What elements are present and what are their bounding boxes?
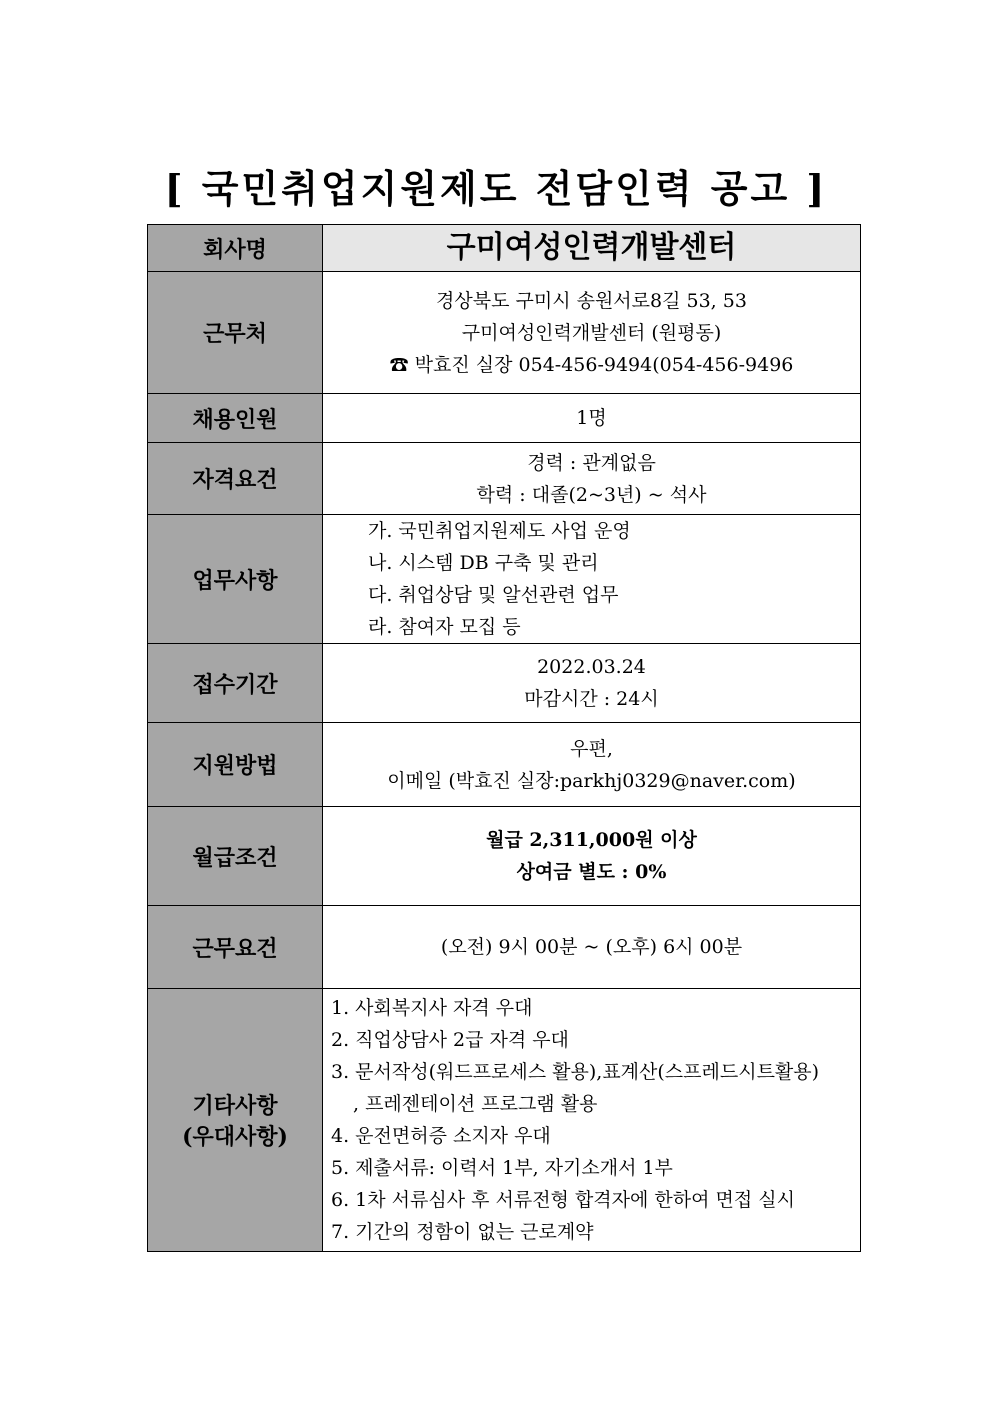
etc-item: 7. 기간의 정함이 없는 근로계약 xyxy=(331,1221,594,1243)
row-method xyxy=(148,723,861,807)
duty-item: 다. 취업상담 및 알선관련 업무 xyxy=(368,584,619,606)
duty-item: 나. 시스템 DB 구축 및 관리 xyxy=(368,552,599,574)
label-method: 지원방법 xyxy=(148,723,323,807)
row-etc xyxy=(148,989,861,1252)
qualification-career: 경력 : 관계없음 xyxy=(527,451,656,474)
value-company: 구미여성인력개발센터 xyxy=(323,225,861,272)
label-workplace: 근무처 xyxy=(148,272,323,394)
workplace-contact: ☎ 박효진 실장 054-456-9494(054-456-9496 xyxy=(389,353,794,376)
row-qualification xyxy=(148,443,861,515)
period-deadline: 마감시간 : 24시 xyxy=(524,688,659,710)
row-headcount xyxy=(148,394,861,443)
label-qualification: 자격요건 xyxy=(148,443,323,515)
value-hours: (오전) 9시 00분 ~ (오후) 6시 00분 xyxy=(323,906,861,989)
value-method xyxy=(323,723,861,807)
etc-item: 1. 사회복지사 자격 우대 xyxy=(331,997,533,1019)
label-etc xyxy=(148,989,323,1252)
value-duties xyxy=(323,515,861,644)
period-date: 2022.03.24 xyxy=(537,656,646,678)
etc-item: 6. 1차 서류심사 후 서류전형 합격자에 한하여 면접 실시 xyxy=(331,1189,795,1211)
duty-item: 가. 국민취업지원제도 사업 운영 xyxy=(368,520,631,542)
value-headcount: 1명 xyxy=(323,394,861,443)
value-salary xyxy=(323,807,861,906)
label-hours: 근무요건 xyxy=(148,906,323,989)
label-headcount: 채용인원 xyxy=(148,394,323,443)
row-hours xyxy=(148,906,861,989)
method-mail: 우편, xyxy=(570,737,613,760)
etc-item: 3. 문서작성(워드프로세스 활용),표계산(스프레드시트활용) xyxy=(331,1061,820,1083)
label-etc-line1: 기타사항 xyxy=(192,1093,278,1119)
etc-item: 2. 직업상담사 2급 자격 우대 xyxy=(331,1029,569,1051)
etc-item: 4. 운전면허증 소지자 우대 xyxy=(331,1125,551,1147)
label-duties: 업무사항 xyxy=(148,515,323,644)
salary-bonus: 상여금 별도 : 0% xyxy=(516,861,667,883)
row-workplace xyxy=(148,272,861,394)
label-company: 회사명 xyxy=(148,225,323,272)
label-salary: 월급조건 xyxy=(148,807,323,906)
job-posting-table xyxy=(147,224,861,1252)
value-period xyxy=(323,644,861,723)
row-duties xyxy=(148,515,861,644)
etc-item: 5. 제출서류: 이력서 1부, 자기소개서 1부 xyxy=(331,1157,673,1179)
value-qualification xyxy=(323,443,861,515)
qualification-education: 학력 : 대졸(2~3년) ~ 석사 xyxy=(476,483,707,506)
value-etc xyxy=(323,989,861,1252)
workplace-address: 경상북도 구미시 송원서로8길 53, 53 xyxy=(436,289,747,312)
duty-item: 라. 참여자 모집 등 xyxy=(368,616,521,638)
label-period: 접수기간 xyxy=(148,644,323,723)
value-workplace xyxy=(323,272,861,394)
row-company xyxy=(148,225,861,272)
method-email: 이메일 (박효진 실장:parkhj0329@naver.com) xyxy=(387,769,796,792)
label-etc-line2: (우대사항) xyxy=(182,1124,288,1150)
page-title: [ 국민취업지원제도 전담인력 공고 ] xyxy=(164,166,828,211)
salary-monthly: 월급 2,311,000원 이상 xyxy=(486,829,697,851)
row-salary xyxy=(148,807,861,906)
row-period xyxy=(148,644,861,723)
workplace-center: 구미여성인력개발센터 (원평동) xyxy=(461,321,722,344)
etc-item-continuation: , 프레젠테이션 프로그램 활용 xyxy=(353,1093,598,1115)
